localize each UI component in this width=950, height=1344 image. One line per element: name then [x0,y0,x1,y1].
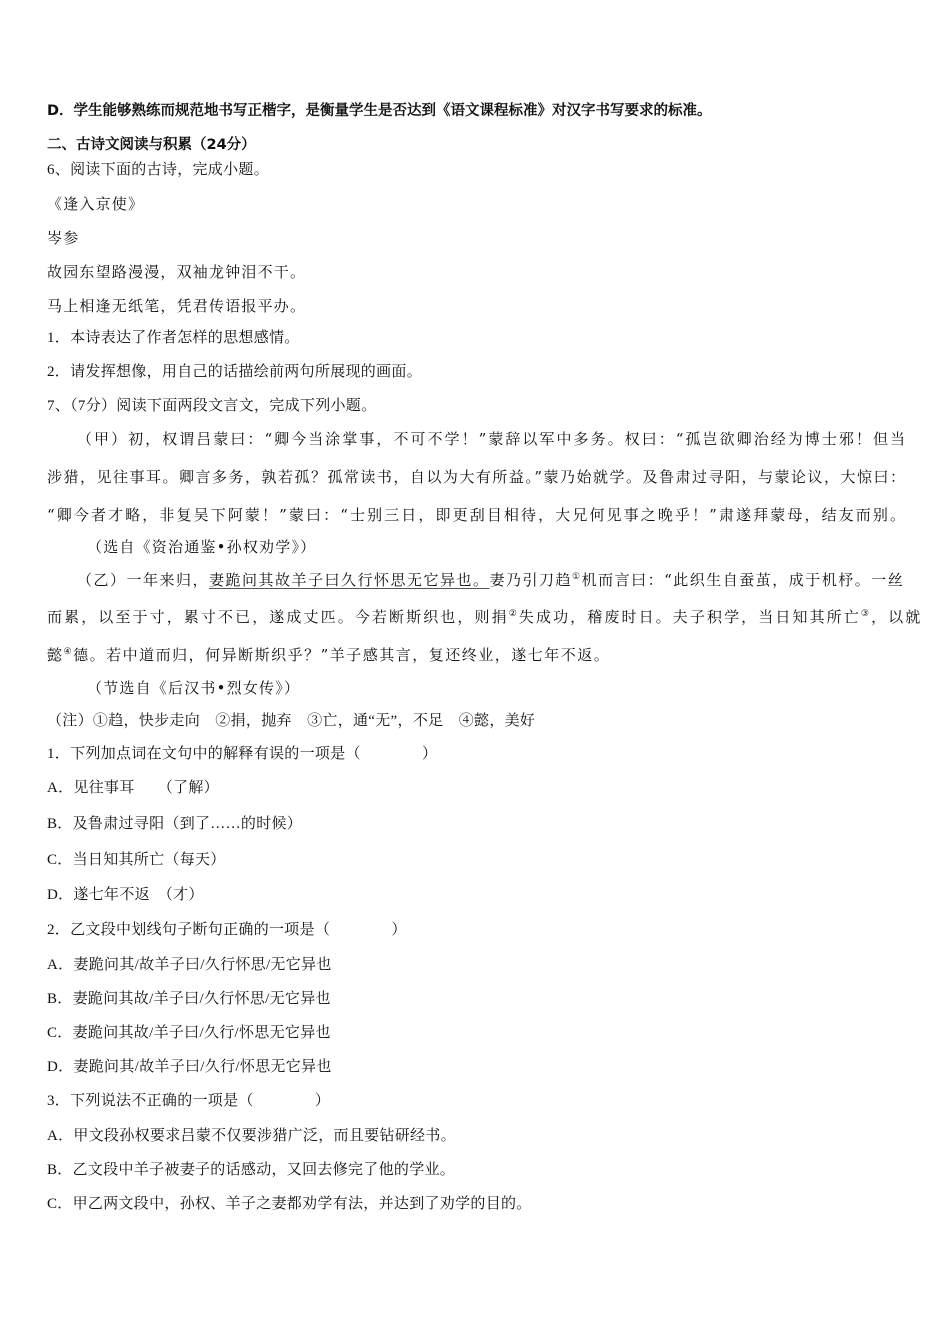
footnote-marker: ③ [860,609,872,619]
yi-text: 妻乃引刀趋 [489,571,573,589]
q7-sub3-stem: 3．下列说法不正确的一项是（ ） [47,1093,331,1109]
choice-option: D．遂七年不返 （才） [47,887,204,903]
choice-option: B．妻跪问其故/羊子曰/久行怀思/无它异也 [47,991,331,1007]
poem-author: 岑参 [47,229,80,247]
choice-option: A．妻跪问其/故羊子曰/久行怀思/无它异也 [47,957,332,973]
passage-jia-line: “卿今者才略，非复吴下阿蒙！”蒙曰：“士别三日，即更刮目相待，大兄何见事之晚乎！”肃遂拜蒙母，结友而别。 [47,506,905,524]
passage-yi-line [47,607,922,627]
poem-line: 故园东望路漫漫，双袖龙钟泪不干。 [47,263,307,281]
passage-jia-line: 涉猎，见往事耳。卿言多务，孰若孤？孤常读书，自以为大有所益。”蒙乃始就学。及鲁肃过寻阳，与蒙论议，大惊曰： [47,468,905,486]
q7-sub1-stem: 1．下列加点词在文句中的解释有误的一项是（ ） [47,746,438,762]
yi-text: （乙）一年来归， [77,571,210,589]
choice-option: B．乙文段中羊子被妻子的话感动，又回去修完了他的学业。 [47,1162,456,1178]
poem-line: 马上相逢无纸笔，凭君传语报平办。 [47,297,307,315]
section-heading: 二、古诗文阅读与积累（24分） [47,137,256,153]
choice-option: A．见往事耳 （了解） [47,780,219,796]
footnote-marker: ④ [63,647,74,657]
q7-prompt: 7、（7分）阅读下面两段文言文，完成下列小题。 [47,398,377,414]
yi-text: 而累，以至于寸，累寸不已，遂成丈匹。今若断斯织也，则捐 [47,608,509,626]
q6-subquestion: 2．请发挥想像，用自己的话描绘前两句所展现的画面。 [47,364,423,380]
footnote-marker: ① [572,572,582,582]
footnote-marker: ② [508,609,519,619]
q6-subquestion: 1．本诗表达了作者怎样的思想感情。 [47,330,300,346]
choice-option: C．妻跪问其故/羊子曰/久行/怀思无它异也 [47,1025,331,1041]
yi-text: 失成功，稽废时日。夫子积学，当日知其所亡 [518,608,861,626]
choice-option: C．甲乙两文段中，孙权、羊子之妻都劝学有法，并达到了劝学的目的。 [47,1196,532,1212]
choice-option: C．当日知其所亡（每天） [47,852,226,868]
option-d-top: D．学生能够熟练而规范地书写正楷字，是衡量学生是否达到《语文课程标准》对汉字书写要求的标准。 [47,103,712,119]
choice-option: A．甲文段孙权要求吕蒙不仅要涉猎广泛，而且要钻研经书。 [47,1128,456,1144]
q7-sub2-stem: 2．乙文段中划线句子断句正确的一项是（ ） [47,922,407,938]
yi-text: ，以就 [871,608,923,626]
passage-yi-line [77,570,904,590]
q6-prompt: 6、阅读下面的古诗，完成小题。 [47,162,270,178]
choice-option: D．妻跪问其/故羊子曰/久行/怀思无它异也 [47,1059,332,1075]
annotation: （注）①趋，快步走向 ②捐，抛弃 ③亡，通“无”，不足 ④懿，美好 [47,713,536,729]
yi-text: 德。若中道而归，何异断斯织乎？”羊子感其言，复还终业，遂七年不返。 [73,646,611,664]
underlined-sentence: 妻跪问其故羊子曰久行怀思无它异也。 [209,571,490,589]
yi-text: 懿 [47,646,64,664]
poem-title: 《逢入京使》 [47,195,145,213]
choice-option: B．及鲁肃过寻阳（到了……的时候） [47,816,303,832]
yi-text: 机而言曰：“此织生自蚕茧，成于机杼。一丝 [581,571,905,589]
passage-jia-source: （选自《资治通鉴•孙权劝学》） [87,538,317,556]
passage-jia-line: （甲）初，权谓吕蒙曰：“卿今当涂掌事，不可不学！”蒙辞以军中多务。权曰：“孤岂欲卿治经为博士邪！但当 [77,430,905,448]
passage-yi-source: （节选自《后汉书•烈女传》） [87,679,301,697]
passage-yi-line [47,645,610,665]
